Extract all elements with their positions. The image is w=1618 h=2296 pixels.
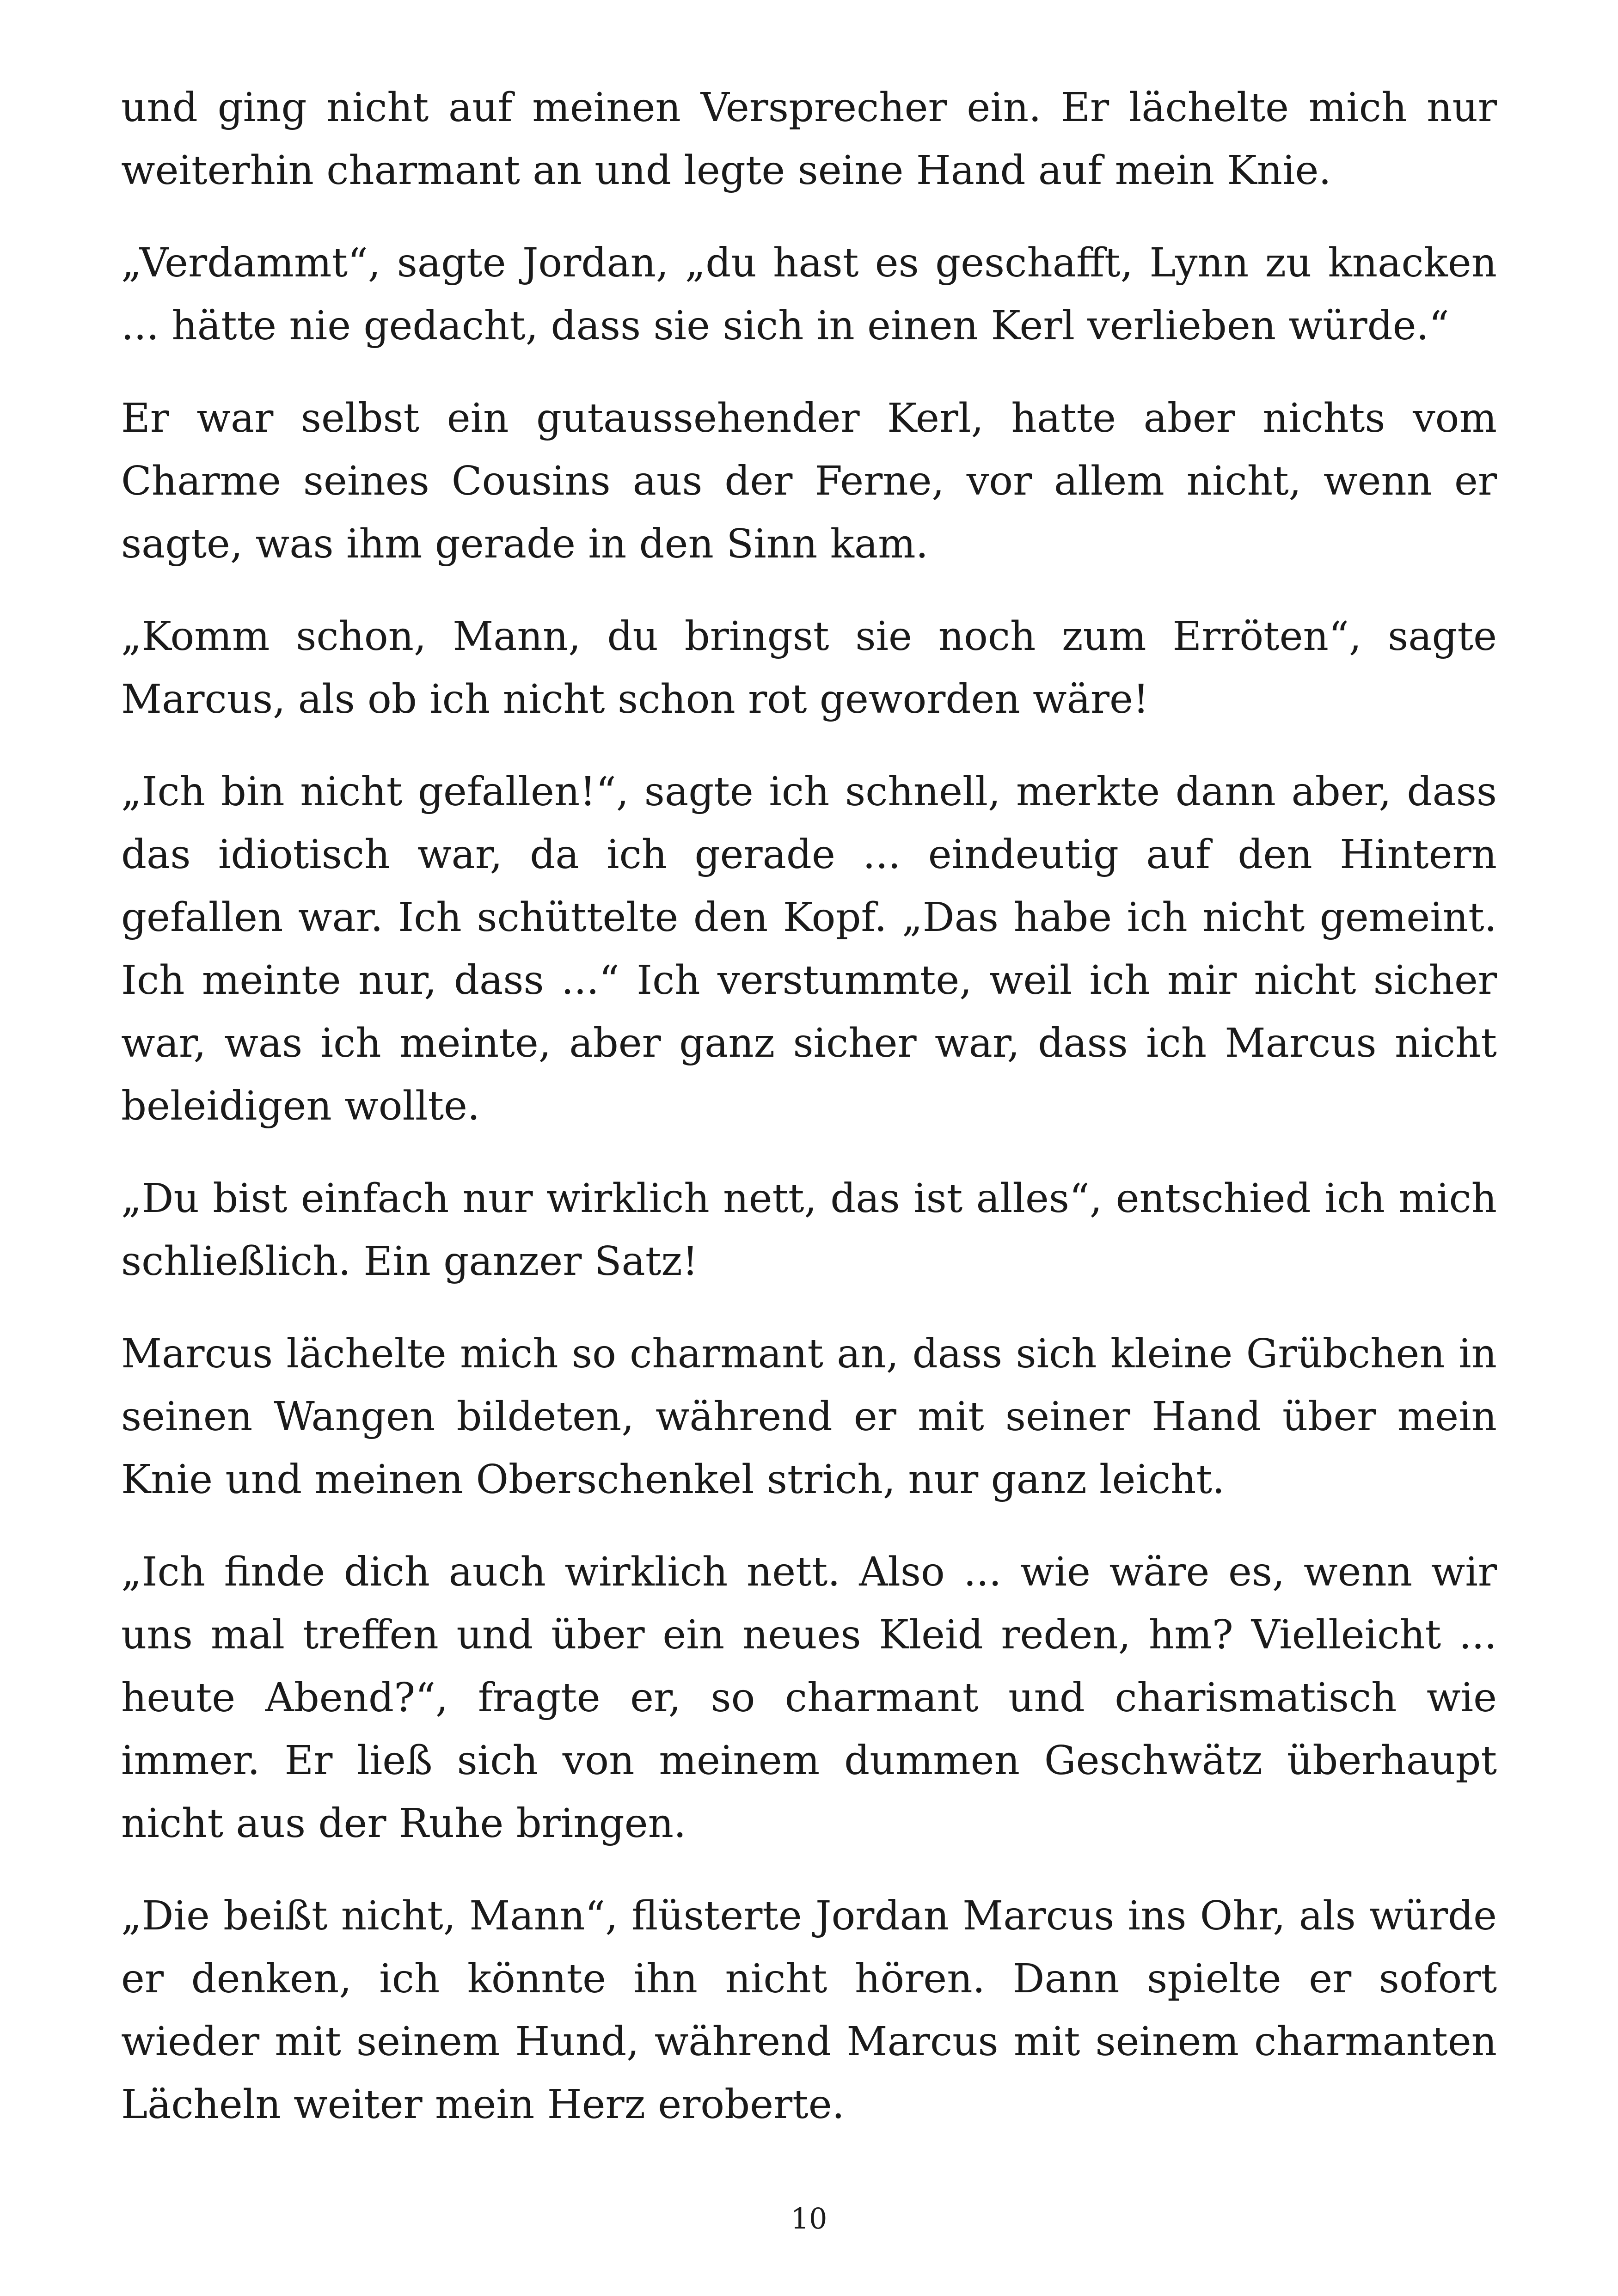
paragraph: „Du bist einfach nur wirklich nett, das ist alles“, entschied ich mich schließlich. Ein ganzer Satz! bbox=[121, 1176, 1497, 1285]
paragraph: „Komm schon, Mann, du bringst sie noch zum Erröten“, sagte Marcus, als ob ich nicht schon rot geworden wäre! bbox=[121, 613, 1497, 722]
paragraph: „Verdammt“, sagte Jordan, „du hast es geschafft, Lynn zu knacken ... hätte nie gedacht, dass sie sich in einen Kerl verlieben würde.“ bbox=[121, 240, 1497, 349]
body-text bbox=[121, 76, 1497, 2166]
page-number: 10 bbox=[791, 2202, 827, 2235]
paragraph: Er war selbst ein gutaussehender Kerl, hatte aber nichts vom Charme seines Cousins aus der Ferne, vor allem nicht, wenn er sagte, was ihm gerade in den Sinn kam. bbox=[121, 395, 1497, 567]
paragraph: Marcus lächelte mich so charmant an, dass sich kleine Grübchen in seinen Wangen bildeten, während er mit seiner Hand über mein Knie und meinen Oberschenkel strich, nur ganz leicht. bbox=[121, 1331, 1497, 1503]
paragraph: „Ich bin nicht gefallen!“, sagte ich schnell, merkte dann aber, dass das idiotisch war, da ich gerade ... eindeutig auf den Hintern gefallen war. Ich schüttelte den Kopf. „Das habe ich nicht gemeint. Ich meinte nur, dass ...“ Ich verstummte, weil ich mir nicht sicher war, was ich meinte, aber ganz sicher war, dass ich Marcus nicht beleidigen wollte. bbox=[121, 769, 1497, 1129]
paragraph: „Die beißt nicht, Mann“, flüsterte Jordan Marcus ins Ohr, als würde er denken, ich könnte ihn nicht hören. Dann spielte er sofort wieder mit seinem Hund, während Marcus mit seinem charmanten Lächeln weiter mein Herz eroberte. bbox=[121, 1893, 1497, 2128]
paragraph: und ging nicht auf meinen Versprecher ein. Er lächelte mich nur weiterhin charmant an und legte seine Hand auf mein Knie. bbox=[121, 85, 1497, 194]
paragraph: „Ich finde dich auch wirklich nett. Also ... wie wäre es, wenn wir uns mal treffen und über ein neues Kleid reden, hm? Vielleicht ... heute Abend?“, fragte er, so charmant und charismatisch wie immer. Er ließ sich von meinem dummen Geschwätz überhaupt nicht aus der Ruhe bringen. bbox=[121, 1549, 1497, 1847]
